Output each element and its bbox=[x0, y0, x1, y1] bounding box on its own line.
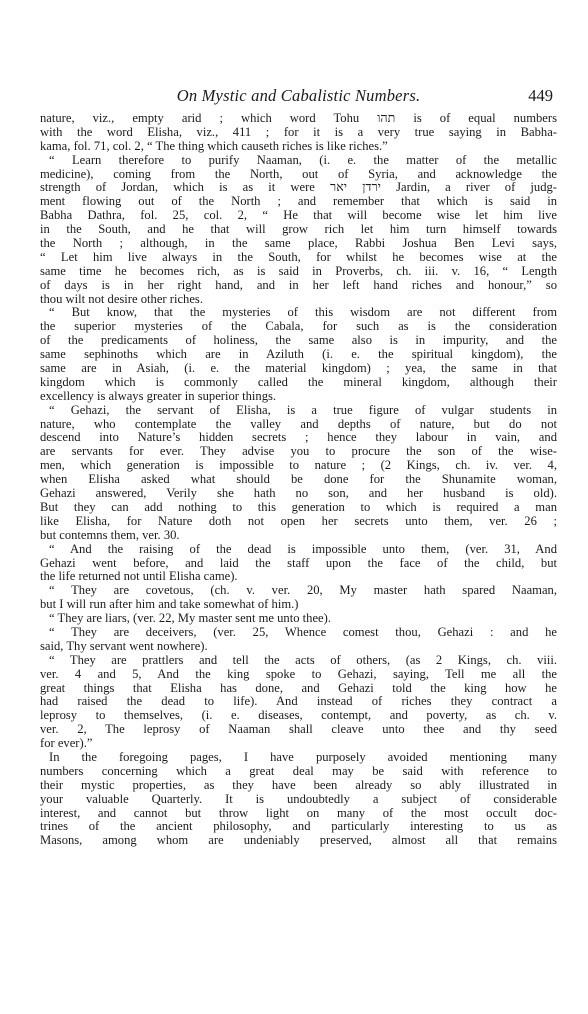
text-line: but contemns them, ver. 30. bbox=[40, 528, 180, 542]
text-line: nature, who contemplate the valley and depths of nature, but do not bbox=[40, 417, 557, 431]
text-line: men, which generation is impossible to nature ; (2 Kings, ch. iv. ver. 4, bbox=[40, 459, 557, 473]
text-line: kama, fol. 71, col. 2, “ The thing which causeth riches is like riches.” bbox=[40, 139, 388, 153]
text-line: leprosy to themselves, (i. e. diseases, contempt, and poverty, as ch. v. bbox=[40, 709, 557, 723]
text-line: descend into Nature’s hidden secrets ; hence they labour in vain, and bbox=[40, 431, 557, 445]
text-line: kingdom which is commonly called the mineral kingdom, although their bbox=[40, 375, 557, 389]
text-line: like Elisha, for Nature doth not open her secrets unto them, ver. 26 ; bbox=[40, 514, 557, 528]
text-line: “ But know, that the mysteries of this wisdom are not different from bbox=[49, 306, 557, 320]
text-line: “ And the raising of the dead is impossible unto them, (ver. 31, And bbox=[49, 542, 557, 556]
text-line: but I will run after him and take somewhat of him.) bbox=[40, 598, 299, 612]
text-line: for ever).” bbox=[40, 737, 93, 751]
text-line: In the foregoing pages, I have purposely avoided mentioning many bbox=[49, 750, 557, 764]
text-line: numbers concerning which a great deal may be said with reference to bbox=[40, 764, 557, 778]
text-line: “ Let him live always in the South, for whilst he becomes wise at the bbox=[40, 250, 557, 264]
text-line: had raised the dead to life). And instead of riches they contract a bbox=[40, 695, 557, 709]
text-line: “ They are liars, (ver. 22, My master sent me unto thee). bbox=[49, 612, 331, 626]
running-head bbox=[40, 86, 557, 108]
text-line: Masons, among whom are undeniably preserved, almost all that remains bbox=[40, 834, 557, 848]
text-line: the superior mysteries of the Cabala, for such as is the consideration bbox=[40, 320, 557, 334]
text-line: in the South, and he that will grow rich let him turn himself towards bbox=[40, 223, 557, 237]
text-line: of the predicaments of holiness, the same also is in impurity, and the bbox=[40, 334, 557, 348]
text-line: “ Gehazi, the servant of Elisha, is a true figure of vulgar students in bbox=[49, 403, 557, 417]
text-line: Gehazi went before, and laid the staff upon the face of the child, but bbox=[40, 556, 557, 570]
text-line: ver. 4 and 5, And the king spoke to Gehazi, saying, Tell me all the bbox=[40, 667, 557, 681]
text-line: the life returned not until Elisha came). bbox=[40, 570, 238, 584]
text-line: of days is in her right hand, and in her left hand riches and honour,” so bbox=[40, 278, 557, 292]
text-line: are servants for ever. They advise you to procure the son of the wise- bbox=[40, 445, 557, 459]
text-line: “ They are deceivers, (ver. 25, Whence comest thou, Gehazi : and he bbox=[49, 625, 557, 639]
text-line: medicine), coming from the North, out of Syria, and acknowledge the bbox=[40, 167, 557, 181]
text-line: Babha Dathra, fol. 25, col. 2, “ He that will become wise let him live bbox=[40, 209, 557, 223]
text-line: your valuable Quarterly. It is undoubtedly a subject of considerable bbox=[40, 792, 557, 806]
text-line: same sephinoths which are in Aziluth (i. e. the spiritual kingdom), the bbox=[40, 348, 557, 362]
page bbox=[40, 86, 557, 848]
text-line: their mystic properties, as they have been already so ably illustrated in bbox=[40, 778, 557, 792]
text-line: with the word Elisha, viz., 411 ; for it is a very true saying in Babha- bbox=[40, 125, 557, 139]
text-line: same time he becomes rich, as is said in Proverbs, ch. iii. v. 16, “ Length bbox=[40, 264, 557, 278]
text-line: ver. 2, The leprosy of Naaman shall cleave unto thee and thy seed bbox=[40, 723, 557, 737]
text-line: nature, viz., empty arid ; which word Tohu תהו is of equal numbers bbox=[40, 112, 557, 125]
text-line: strength of Jordan, which is as it were ירדן יאר Jardin, a river of judg- bbox=[40, 181, 557, 195]
body-text bbox=[40, 112, 557, 848]
text-line: said, Thy servant went nowhere). bbox=[40, 639, 208, 653]
text-line: excellency is always greater in superior things. bbox=[40, 389, 277, 403]
text-line: interest, and cannot but throw light on many of the most occult doc- bbox=[40, 806, 557, 820]
text-line: “ Learn therefore to purify Naaman, (i. e. the matter of the metallic bbox=[49, 153, 557, 167]
text-line: ment flowing out of the North ; and remember that which is said in bbox=[40, 195, 557, 209]
text-line: Gehazi answered, Verily she hath no son, and her husband is old). bbox=[40, 487, 557, 501]
running-title: On Mystic and Cabalistic Numbers. bbox=[176, 86, 421, 105]
text-line: when Elisha asked what should be done for the Shunamite woman, bbox=[40, 473, 557, 487]
text-line: same are in Asiah, (i. e. the material kingdom) ; yea, the same in that bbox=[40, 362, 557, 376]
text-line: “ They are prattlers and tell the acts of others, (as 2 Kings, ch. viii. bbox=[49, 653, 557, 667]
text-line: thou wilt not desire other riches. bbox=[40, 292, 203, 306]
text-line: But they can add nothing to this generation to which is required a man bbox=[40, 500, 557, 514]
text-line: “ They are covetous, (ch. v. ver. 20, My master hath spared Naaman, bbox=[49, 584, 557, 598]
text-line: great things that Elisha has done, and Gehazi told the king how he bbox=[40, 681, 557, 695]
text-line: the North ; although, in the same place, Rabbi Joshua Ben Levi says, bbox=[40, 237, 557, 251]
text-line: trines of the ancient philosophy, and particularly interesting to us as bbox=[40, 820, 557, 834]
page-number: 449 bbox=[528, 86, 553, 105]
